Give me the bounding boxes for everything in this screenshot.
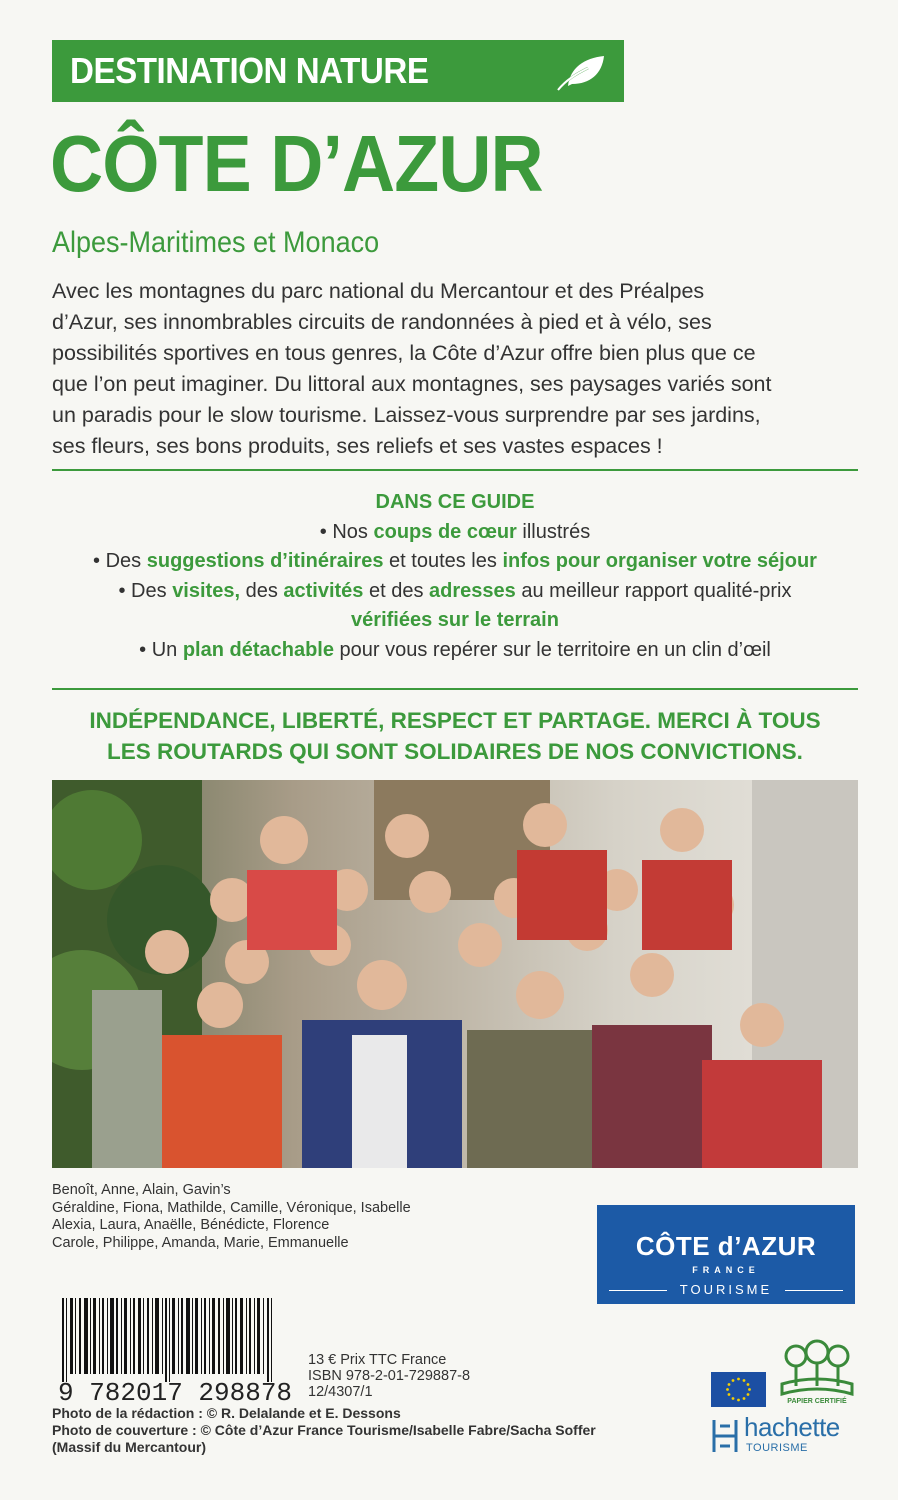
- leaf-icon: [554, 50, 606, 92]
- banner-text: DESTINATION NATURE: [70, 50, 429, 91]
- logo-main-text: CÔTE d’AZUR: [635, 1231, 817, 1261]
- slogan-line: INDÉPENDANCE, LIBERTÉ, RESPECT ET PARTAGE. MERCI À TOUS: [89, 708, 821, 733]
- isbn-line: ISBN 978-2-01-729887-8: [308, 1368, 471, 1384]
- price-line: 13 € Prix TTC France: [308, 1352, 447, 1368]
- page-title: CÔTE D’AZUR: [50, 119, 543, 208]
- names-line: Alexia, Laura, Anaëlle, Bénédicte, Florence: [52, 1217, 330, 1233]
- ref-line: 12/4307/1: [308, 1384, 373, 1400]
- eu-flag-icon: [711, 1372, 766, 1407]
- intro-line: que l’on peut imaginer. Du littoral aux montagnes, ses paysages variés sont: [52, 372, 772, 396]
- intro-paragraph: [52, 276, 852, 462]
- certified-text: PAPIER CERTIFIÉ: [787, 1398, 847, 1405]
- team-names: [52, 1182, 411, 1252]
- guide-line: vérifiées sur le terrain: [351, 609, 559, 631]
- names-line: Benoît, Anne, Alain, Gavin’s: [52, 1182, 231, 1198]
- barcode-digits: 9 782017 298878: [58, 1378, 293, 1408]
- intro-line: ses fleurs, ses bons produits, ses reliefs et ses vastes espaces !: [52, 434, 663, 458]
- intro-line: possibilités sportives en tous genres, la Côte d’Azur offre bien plus que ce: [52, 341, 756, 365]
- guide-line: • Un plan détachable pour vous repérer sur le territoire en un clin d’œil: [139, 638, 771, 661]
- price-block: [308, 1352, 470, 1400]
- subtitle: Alpes-Maritimes et Monaco: [52, 226, 380, 259]
- divider-bottom: [52, 688, 858, 690]
- credit-line: Photo de la rédaction : © R. Delalande et E. Dessons: [52, 1405, 401, 1421]
- logo-tourisme: TOURISME: [679, 1282, 773, 1297]
- team-photo: [52, 780, 858, 1168]
- guide-line: • Des suggestions d’itinéraires et toutes les infos pour organiser votre séjour: [93, 550, 817, 572]
- barcode: [62, 1298, 274, 1382]
- intro-line: Avec les montagnes du parc national du Mercantour et des Préalpes: [52, 279, 705, 303]
- slogan-line: LES ROUTARDS QUI SONT SOLIDAIRES DE NOS CONVICTIONS.: [107, 739, 803, 764]
- hachette-mark-icon: [711, 1418, 739, 1454]
- intro-line: d’Azur, ses innombrables circuits de randonnées à pied et à vélo, ses: [52, 310, 712, 334]
- intro-line: un paradis pour le slow tourisme. Laissez-vous surprendre par ses jardins,: [52, 403, 761, 427]
- logo-country: FRANCE: [692, 1265, 760, 1275]
- destination-banner: [52, 40, 624, 102]
- publisher-sub: TOURISME: [746, 1442, 808, 1454]
- photo-credits: [52, 1405, 596, 1456]
- divider-top: [52, 469, 858, 471]
- guide-line: • Des visites, des activités et des adresses au meilleur rapport qualité-prix: [118, 579, 792, 602]
- slogan: [52, 705, 858, 767]
- guide-line: • Nos coups de cœur illustrés: [319, 520, 591, 543]
- guide-title: DANS CE GUIDE: [375, 491, 535, 513]
- cote-azur-tourisme-logo: [597, 1205, 855, 1304]
- credit-line: Photo de couverture : © Côte d’Azur France Tourisme/Isabelle Fabre/Sacha Soffer: [52, 1422, 596, 1438]
- hachette-logo: [711, 1412, 861, 1458]
- guide-section: [52, 488, 858, 665]
- publisher-name: hachette: [744, 1412, 840, 1442]
- names-line: Carole, Philippe, Amanda, Marie, Emmanuelle: [52, 1234, 349, 1251]
- names-line: Géraldine, Fiona, Mathilde, Camille, Véronique, Isabelle: [52, 1199, 411, 1216]
- credit-line: (Massif du Mercantour): [52, 1439, 207, 1455]
